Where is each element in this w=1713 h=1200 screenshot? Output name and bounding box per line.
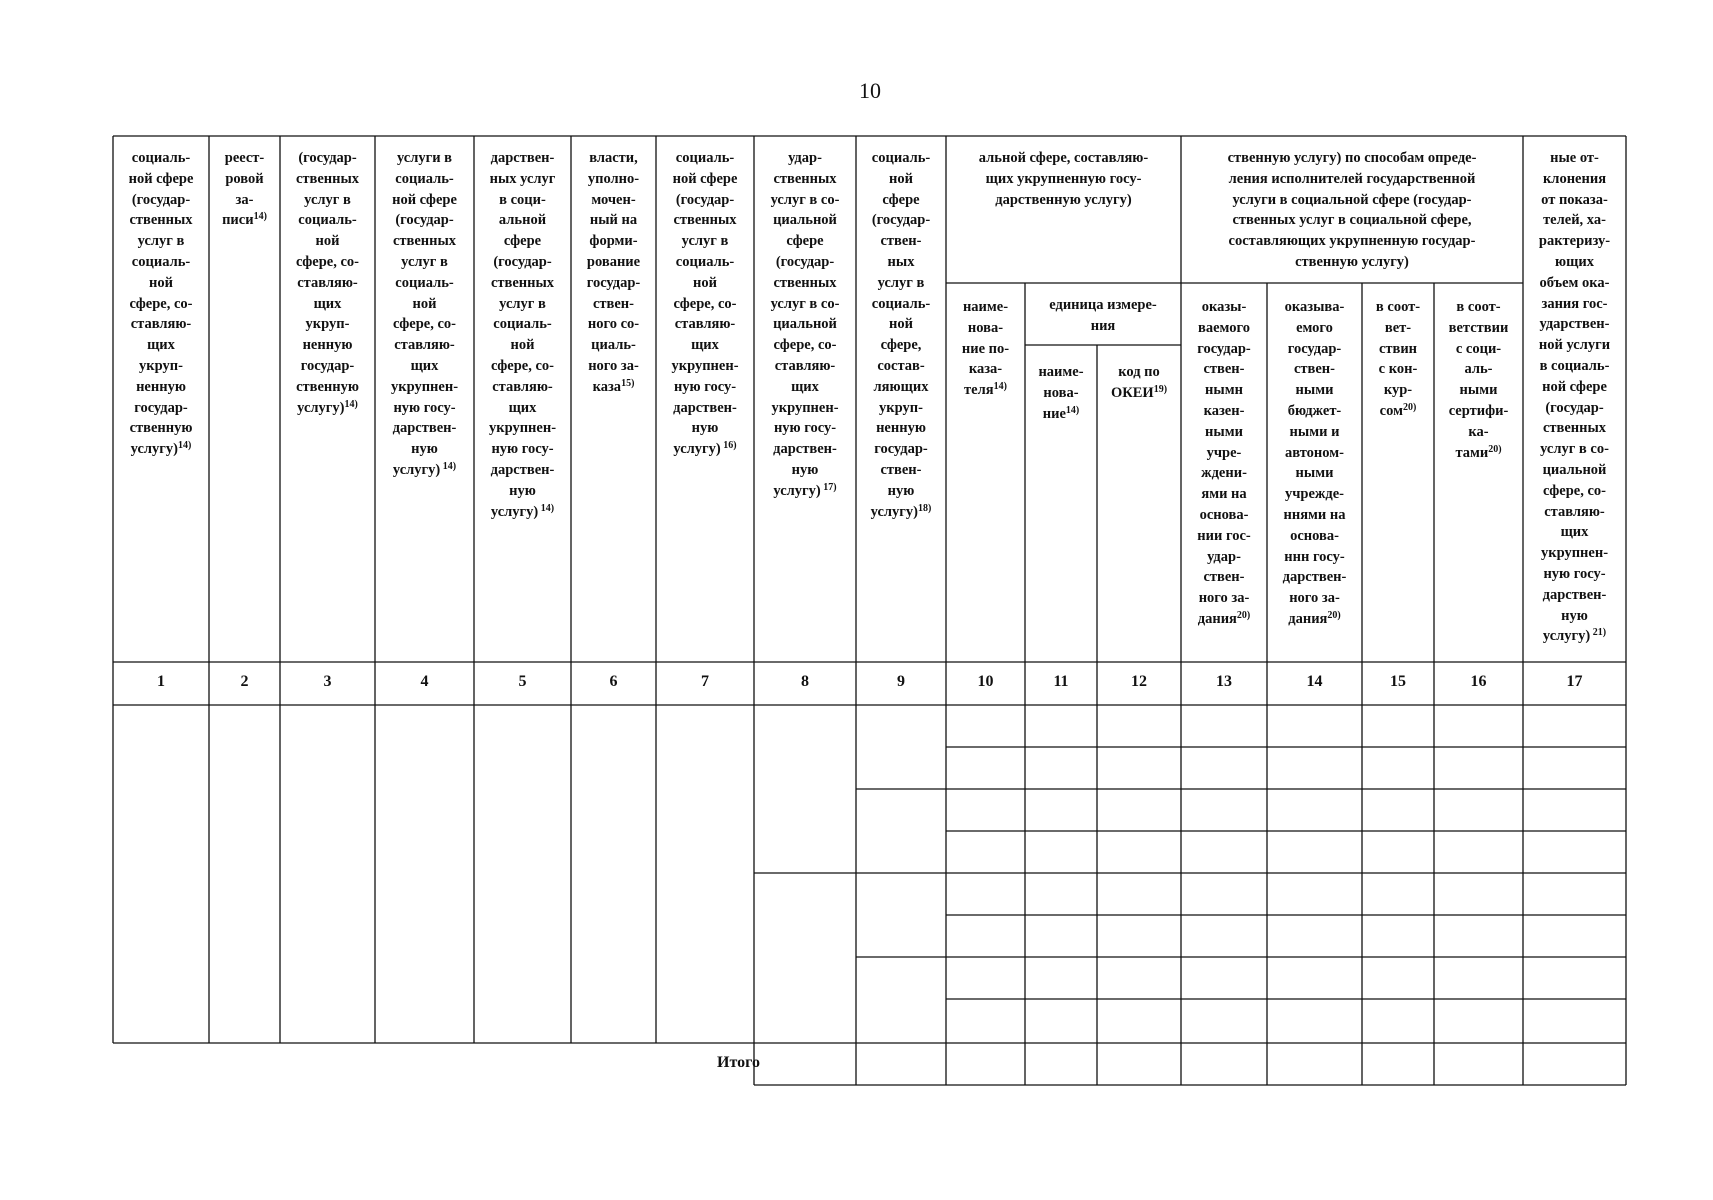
column-header-8 <box>754 148 856 502</box>
column-header-3 <box>280 148 375 418</box>
column-header-7 <box>656 148 754 460</box>
column-header-17 <box>1523 148 1626 647</box>
total-label: Итого <box>717 1054 760 1071</box>
column-number-5: 5 <box>518 673 527 690</box>
column-header-16-text: в соот- ветствии с соци- аль- ными сертифи- ка- тами <box>1448 299 1509 461</box>
footnote-ref: 16) <box>720 440 737 452</box>
column-header-2-text: реест- ровой за- писи <box>222 150 265 229</box>
footnote-ref: 14) <box>177 440 192 452</box>
footnote-ref: 15) <box>621 377 635 389</box>
column-header-15-text: в соот- вет- ствин с кон- кур- сом <box>1375 299 1421 419</box>
footnote-ref: 18) <box>917 502 932 514</box>
column-number-2: 2 <box>240 673 249 690</box>
column-header-15 <box>1362 297 1434 422</box>
column-header-13-text: оказы- ваемого государ- ствен- нымн казен- ными учре- ждени- ями на основа- нии гос- удар- ствен- ного за- дания <box>1197 299 1251 627</box>
column-header-10-text: наиме- нова- ние по- каза- теля <box>961 299 1010 399</box>
column-number-12: 12 <box>1131 673 1147 690</box>
footnote-ref: 21) <box>1590 627 1607 639</box>
column-header-11 <box>1025 362 1097 424</box>
column-number-6: 6 <box>609 673 618 690</box>
footnote-ref: 20) <box>1236 609 1251 621</box>
column-header-14 <box>1267 297 1362 630</box>
footnote-ref: 19) <box>1153 383 1168 395</box>
column-header-1 <box>113 148 209 460</box>
column-number-11: 11 <box>1053 673 1069 690</box>
column-header-1-text: социаль- ной сфере (государ- ственных услуг в социаль- ной сфере, со- ставляю- щих укруп- ненную государ- ственную услугу) <box>128 150 194 458</box>
column-header-5-text: дарствен- ных услуг в соци- альной сфере (государ- ственных услуг в социаль- ной сфере, со- ставляю- щих укрупнен- ную госу- дарствен- ную услугу) <box>488 150 557 520</box>
column-header-7-text: социаль- ной сфере (государ- ственных услуг в социаль- ной сфере, со- ставляю- щих укрупнен- ную госу- дарствен- ную услугу) <box>671 150 739 458</box>
indicator-group-header <box>946 148 1181 210</box>
column-header-14-text: оказыва- емого государ- ствен- ными бюджет- ными и автоном- ными учрежде- ннями на основа- ннн госу- дарствен- ного за- дания <box>1282 299 1347 627</box>
column-number-13: 13 <box>1216 673 1232 690</box>
column-header-17-text: ные от- клонения от показа- телей, ха- рактеризу- ющих объем ока- зания гос- ударствен- ной услуги в социаль- ной сфере (государ- ственных услуг в со- циальной сфере, со- ставляю- щих укрупнен- ную госу- дарствен- ную услугу) <box>1538 150 1611 645</box>
footnote-ref: 20) <box>1402 401 1417 413</box>
column-number-9: 9 <box>897 673 905 690</box>
column-header-5 <box>474 148 571 522</box>
footnote-ref: 14) <box>1065 404 1080 416</box>
column-header-9-text: социаль- ной сфере (государ- ствен- ных услуг в социаль- ной сфере, состав- ляющих укруп- ненную государ- ствен- ную услугу) <box>870 150 931 520</box>
column-header-6-text: власти, уполно- мочен- ный на форми- рование государ- ствен- ного со- циаль- ного за- каза <box>586 150 641 395</box>
column-header-9 <box>856 148 946 522</box>
column-header-3-text: (государ- ственных услуг в социаль- ной сфере, со- ставляю- щих укруп- ненную государ- ственную услугу) <box>295 150 360 416</box>
column-number-10: 10 <box>977 673 994 690</box>
footnote-ref: 14) <box>993 381 1007 393</box>
indicator-group-header-text: альной сфере, составляю- щих укрупненную госу- дарственную услугу) <box>978 150 1149 208</box>
column-number-14: 14 <box>1306 673 1323 690</box>
column-number-7: 7 <box>701 673 709 690</box>
column-header-11-text: наиме- нова- ние <box>1038 364 1084 422</box>
column-header-12 <box>1097 362 1181 404</box>
methods-group-header-text: ственную услугу) по способам опреде- ления исполнителей государственной услуги в социальной сфере (государ- ственных услуг в социальной сфере, составляющих укрупненную государ- ственную услугу) <box>1227 150 1477 270</box>
unit-group-header <box>1025 295 1181 337</box>
page-number: 10 <box>859 78 881 103</box>
column-number-8: 8 <box>801 673 809 690</box>
column-number-16: 16 <box>1470 673 1487 690</box>
footnote-ref: 14) <box>344 398 358 410</box>
footnote-ref: 14) <box>253 211 267 223</box>
methods-group-header <box>1181 148 1523 273</box>
column-header-12-text: код по ОКЕИ <box>1110 364 1160 401</box>
column-header-4-text: услуги в социаль- ной сфере (государ- ственных услуг в социаль- ной сфере, со- ставляю- щих укрупнен- ную госу- дарствен- ную услугу) <box>390 150 459 478</box>
footnote-ref: 17) <box>820 481 837 493</box>
footnote-ref: 20) <box>1327 609 1341 621</box>
column-header-10 <box>946 297 1025 401</box>
footnote-ref: 14) <box>440 460 457 472</box>
column-number-15: 15 <box>1390 673 1406 690</box>
footnote-ref: 20) <box>1488 443 1502 455</box>
column-number-4: 4 <box>420 673 429 690</box>
footnote-ref: 14) <box>538 502 555 514</box>
column-header-8-text: удар- ственных услуг в со- циальной сфере (государ- ственных услуг в со- циальной сфере, со- ставляю- щих укрупнен- ную госу- дарствен- ную услугу) <box>770 150 840 499</box>
column-number-17: 17 <box>1566 673 1583 690</box>
column-header-6 <box>571 148 656 398</box>
unit-group-header-text: единица измере- ния <box>1049 297 1157 334</box>
column-number-3: 3 <box>323 673 332 690</box>
column-header-16 <box>1434 297 1523 463</box>
column-header-4 <box>375 148 474 481</box>
column-number-1: 1 <box>157 673 165 690</box>
column-header-13 <box>1181 297 1267 630</box>
column-header-2 <box>209 148 280 231</box>
